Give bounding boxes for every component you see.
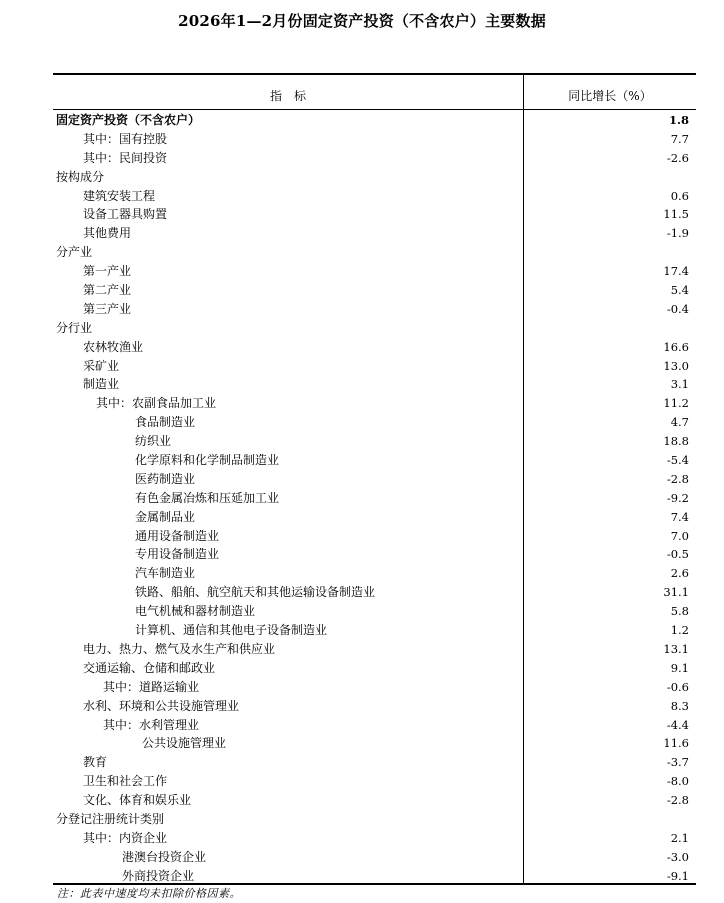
table-body: [53, 111, 696, 886]
row-label: 食品制造业: [135, 415, 196, 430]
table-row: [53, 319, 696, 338]
table-row: [53, 791, 696, 810]
row-label: 教育: [83, 755, 108, 770]
row-label: 采矿业: [83, 358, 120, 373]
table-row: [53, 243, 696, 262]
row-value: -5.4: [666, 453, 689, 468]
row-label: 水利、环境和公共设施管理业: [83, 698, 240, 713]
row-value: -3.0: [666, 849, 689, 864]
header-indicator: 指 标: [269, 89, 306, 103]
row-value: 7.0: [670, 528, 689, 543]
row-value: 8.3: [670, 698, 689, 713]
row-value: -1.9: [666, 226, 689, 241]
table-row: [53, 621, 696, 640]
row-value: 11.2: [663, 396, 689, 411]
row-label: 金属制品业: [135, 509, 196, 524]
row-value: -0.6: [666, 679, 689, 694]
row-label: 通用设备制造业: [135, 528, 220, 543]
table-row: [53, 602, 696, 621]
row-label: 其中：水利管理业: [103, 717, 200, 732]
table-row: [53, 470, 696, 489]
row-value: -9.2: [666, 490, 689, 505]
row-label: 专用设备制造业: [135, 547, 220, 562]
table-row: [53, 508, 696, 527]
table-row: [53, 338, 696, 357]
row-value: -2.6: [666, 150, 689, 165]
row-value: -2.8: [666, 793, 689, 808]
row-label: 电力、热力、燃气及水生产和供应业: [83, 641, 276, 656]
row-label: 其中：国有控股: [83, 131, 168, 146]
table-row: [53, 753, 696, 772]
table-row: [53, 659, 696, 678]
row-label: 设备工器具购置: [83, 207, 168, 222]
table-row: [53, 640, 696, 659]
row-value: 18.8: [663, 434, 689, 449]
row-label: 建筑安装工程: [83, 188, 156, 203]
table-row: [53, 224, 696, 243]
row-label: 电气机械和器材制造业: [135, 604, 256, 619]
table-row: [53, 697, 696, 716]
row-value: 3.1: [670, 377, 689, 392]
row-label: 交通运输、仓储和邮政业: [83, 660, 216, 675]
row-label: 化学原料和化学制品制造业: [135, 453, 280, 468]
row-value: 5.8: [670, 604, 689, 619]
table-row: [53, 829, 696, 848]
row-value: 2.1: [670, 830, 689, 845]
row-label: 第二产业: [83, 283, 132, 298]
row-value: -2.8: [666, 471, 689, 486]
row-label: 第三产业: [83, 301, 132, 316]
row-label: 制造业: [83, 377, 120, 392]
footnote: 注：此表中速度均未扣除价格因素。: [57, 887, 241, 900]
row-label: 卫生和社会工作: [83, 774, 168, 789]
row-value: 0.6: [670, 188, 689, 203]
table-row: [53, 734, 696, 753]
row-label: 其中：内资企业: [83, 830, 168, 845]
table-row: [53, 527, 696, 546]
row-value: 11.5: [663, 207, 689, 222]
row-label: 计算机、通信和其他电子设备制造业: [135, 623, 328, 638]
table-row: [53, 149, 696, 168]
row-value: 13.0: [663, 358, 689, 373]
table-row: [53, 300, 696, 319]
row-label: 其中：农副食品加工业: [96, 396, 217, 411]
table-row: [53, 205, 696, 224]
row-value: 16.6: [663, 339, 689, 354]
table-row: [53, 545, 696, 564]
row-label: 分行业: [56, 320, 93, 335]
row-label: 公共设施管理业: [142, 736, 227, 751]
table-row: [53, 413, 696, 432]
row-label: 农林牧渔业: [83, 339, 144, 354]
row-label: 外商投资企业: [122, 868, 195, 883]
table-row: [53, 564, 696, 583]
row-label: 港澳台投资企业: [122, 849, 207, 864]
table-row: [53, 772, 696, 791]
row-label: 按构成分: [56, 169, 105, 184]
row-value: -0.5: [666, 547, 689, 562]
table-row: [53, 357, 696, 376]
table-row: [53, 375, 696, 394]
row-value: 7.7: [670, 131, 689, 146]
row-value: 13.1: [663, 641, 689, 656]
row-label: 铁路、船舶、航空航天和其他运输设备制造业: [135, 585, 376, 600]
row-label: 医药制造业: [135, 471, 196, 486]
table-row: [53, 432, 696, 451]
table-row: [53, 451, 696, 470]
table-top-border: [53, 73, 696, 75]
row-value: 31.1: [663, 585, 689, 600]
row-value: 4.7: [670, 415, 689, 430]
table-row: [53, 394, 696, 413]
row-value: 5.4: [670, 283, 689, 298]
row-value: 1.8: [668, 113, 689, 127]
table-row: [53, 111, 696, 130]
row-value: -8.0: [666, 774, 689, 789]
table-row: [53, 583, 696, 602]
row-label: 其中：民间投资: [83, 150, 168, 165]
header-growth-rate: 同比增长（%）: [568, 89, 652, 103]
row-label: 有色金属冶炼和压延加工业: [135, 490, 280, 505]
table-row: [53, 130, 696, 149]
table-row: [53, 489, 696, 508]
row-label: 分产业: [56, 245, 93, 260]
row-label: 文化、体育和娱乐业: [83, 793, 192, 808]
table-row: [53, 848, 696, 867]
row-value: 7.4: [670, 509, 689, 524]
row-label: 分登记注册统计类别: [56, 811, 165, 826]
row-label: 第一产业: [83, 264, 132, 279]
row-label: 汽车制造业: [135, 566, 196, 581]
row-value: 11.6: [663, 736, 689, 751]
table-row: [53, 810, 696, 829]
table-row: [53, 678, 696, 697]
table-row: [53, 187, 696, 206]
table-row: [53, 281, 696, 300]
row-value: -0.4: [666, 301, 689, 316]
row-value: -3.7: [666, 755, 689, 770]
row-value: 9.1: [670, 660, 689, 675]
table-row: [53, 262, 696, 281]
page-title: 2026年1—2月份固定资产投资（不含农户）主要数据: [178, 12, 546, 30]
row-label: 固定资产投资（不含农户）: [56, 113, 201, 127]
row-value: 2.6: [670, 566, 689, 581]
row-label: 其他费用: [83, 226, 132, 241]
row-value: -9.1: [666, 868, 689, 883]
table-row: [53, 716, 696, 735]
row-value: -4.4: [666, 717, 689, 732]
row-label: 其中：道路运输业: [103, 679, 200, 694]
row-value: 1.2: [670, 623, 689, 638]
row-label: 纺织业: [135, 434, 172, 449]
header-bottom-border: [53, 109, 696, 110]
table-row: [53, 168, 696, 187]
row-value: 17.4: [663, 264, 689, 279]
